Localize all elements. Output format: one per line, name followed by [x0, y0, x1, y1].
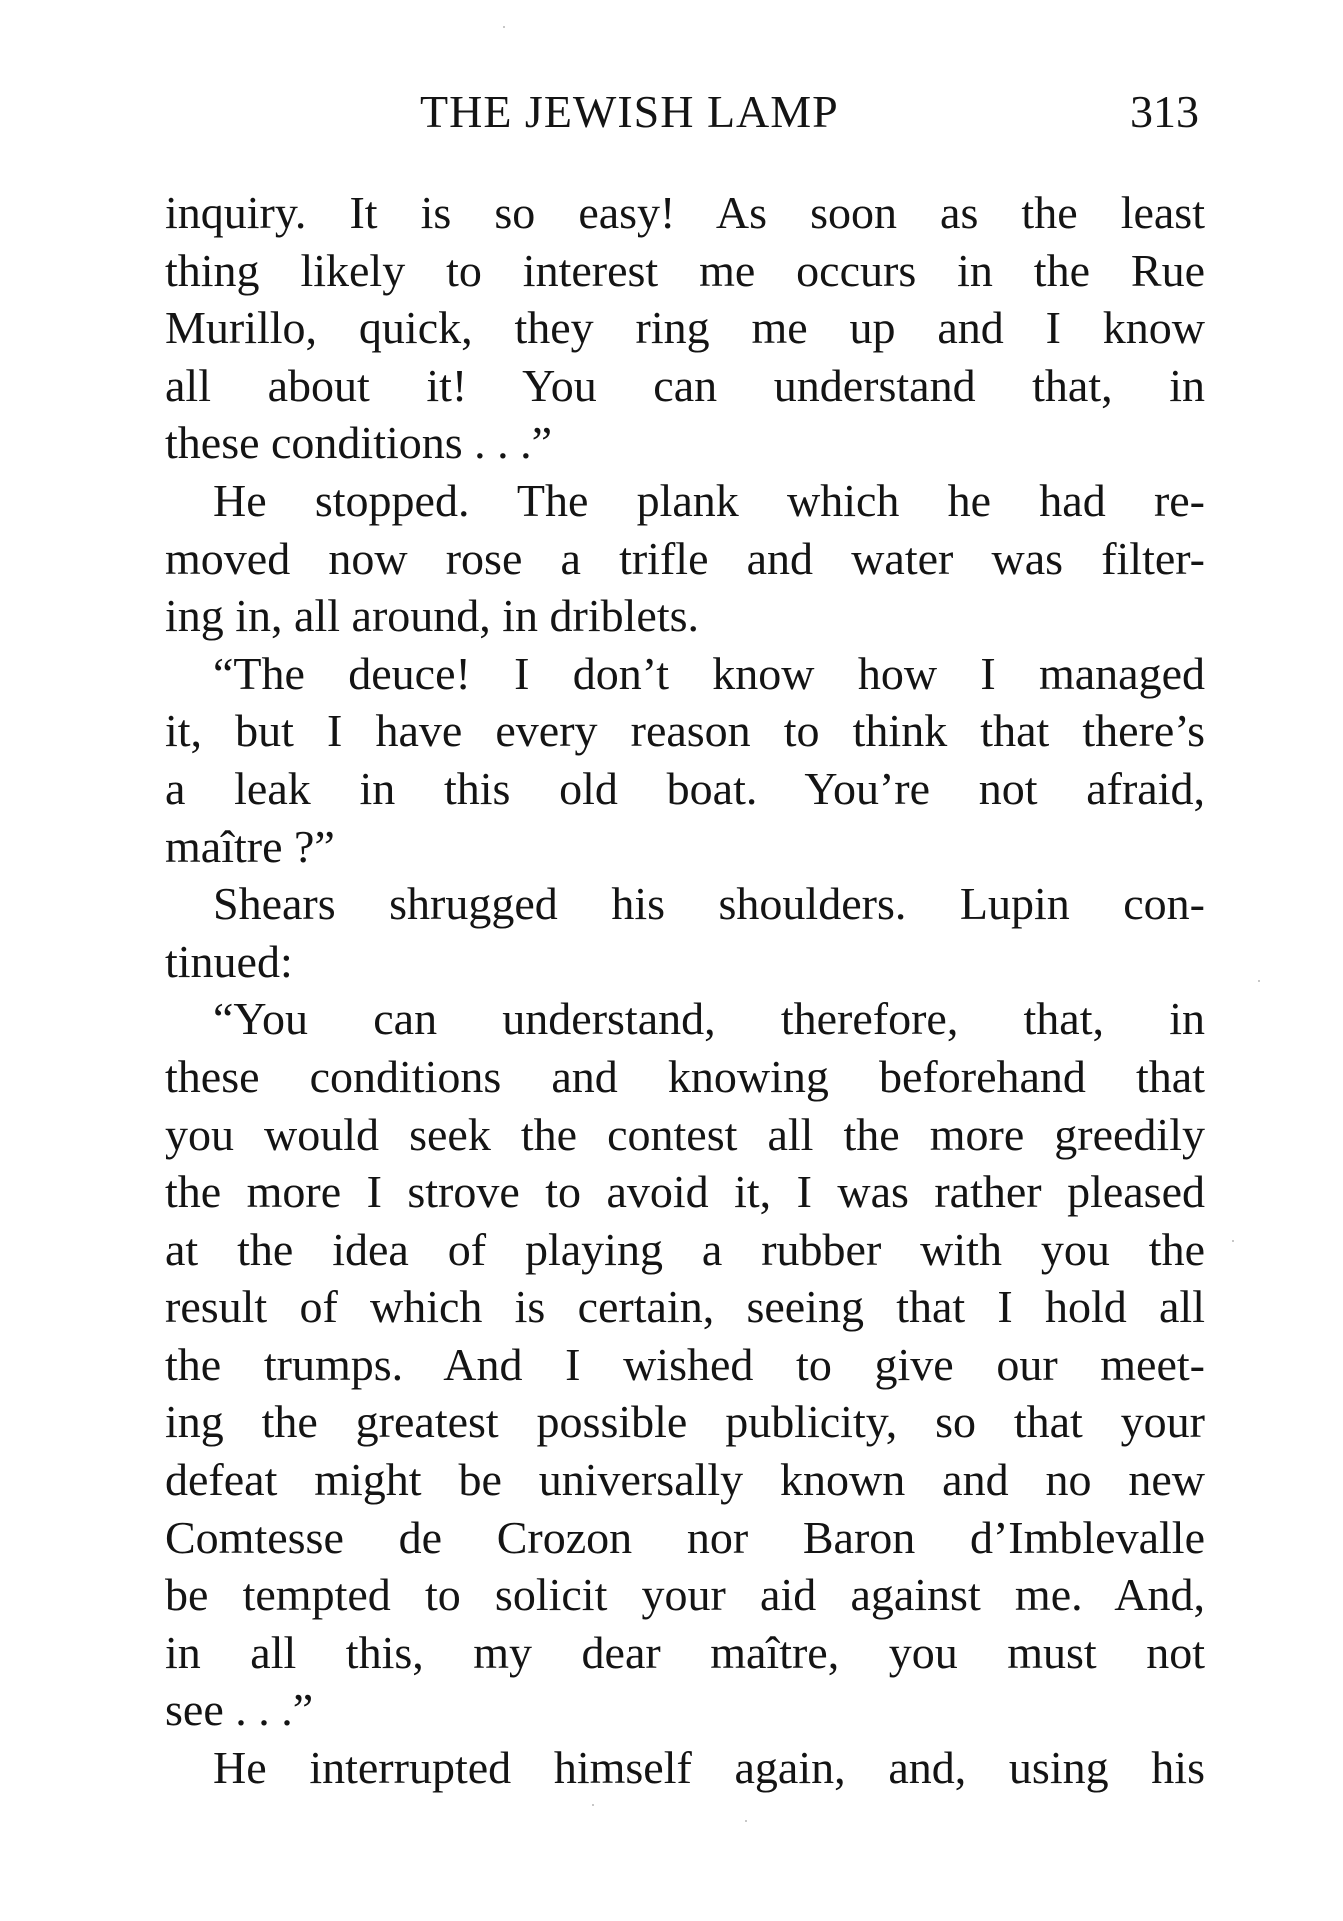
text-line: the more I strove to avoid it, I was rather pleased [165, 1166, 1205, 1218]
text-line: Murillo, quick, they ring me up and I know [165, 302, 1205, 354]
text-line: Comtesse de Crozon nor Baron d’Imblevalle [165, 1511, 1205, 1563]
text-line: these conditions and knowing beforehand that [165, 1050, 1205, 1102]
text-line: inquiry. It is so easy! As soon as the least [165, 187, 1205, 238]
paper-speck [745, 1820, 747, 1822]
paper-speck [592, 1804, 594, 1806]
text-line: ing the greatest possible publicity, so that your [165, 1396, 1205, 1448]
text-line: maître ?” [165, 820, 335, 872]
text-line: it, but I have every reason to think that there’s [165, 705, 1205, 757]
text-line: ing in, all around, in driblets. [165, 590, 700, 642]
text-line: see . . .” [165, 1684, 314, 1736]
paper-speck [1258, 980, 1260, 982]
text-line: “You can understand, therefore, that, in [213, 993, 1205, 1045]
text-line: the trumps. And I wished to give our meet- [165, 1338, 1205, 1390]
text-line: defeat might be universally known and no new [165, 1454, 1205, 1506]
text-line: moved now rose a trifle and water was filter- [165, 532, 1205, 584]
text-line: be tempted to solicit your aid against me. And, [165, 1569, 1205, 1621]
text-line: “The deuce! I don’t know how I managed [213, 647, 1205, 699]
paper-speck [503, 26, 505, 28]
text-line: all about it! You can understand that, in [165, 359, 1205, 411]
text-line: Shears shrugged his shoulders. Lupin con- [213, 878, 1205, 930]
text-line: result of which is certain, seeing that I hold all [165, 1281, 1205, 1333]
paper-speck [1232, 1240, 1234, 1242]
text-line: He stopped. The plank which he had re- [213, 474, 1205, 526]
text-line: at the idea of playing a rubber with you the [165, 1223, 1205, 1275]
text-line: these conditions . . .” [165, 417, 553, 469]
text-line: in all this, my dear maître, you must not [165, 1626, 1205, 1678]
page-number: 313 [1130, 86, 1199, 137]
running-title: THE JEWISH LAMP [420, 86, 839, 137]
body-text [165, 184, 1205, 1797]
text-line: He interrupted himself again, and, using his [213, 1742, 1205, 1794]
text-line: a leak in this old boat. You’re not afraid, [165, 762, 1205, 814]
text-line: tinued: [165, 935, 293, 987]
text-line: thing likely to interest me occurs in the Rue [165, 244, 1205, 296]
text-line: you would seek the contest all the more greedily [165, 1108, 1205, 1160]
